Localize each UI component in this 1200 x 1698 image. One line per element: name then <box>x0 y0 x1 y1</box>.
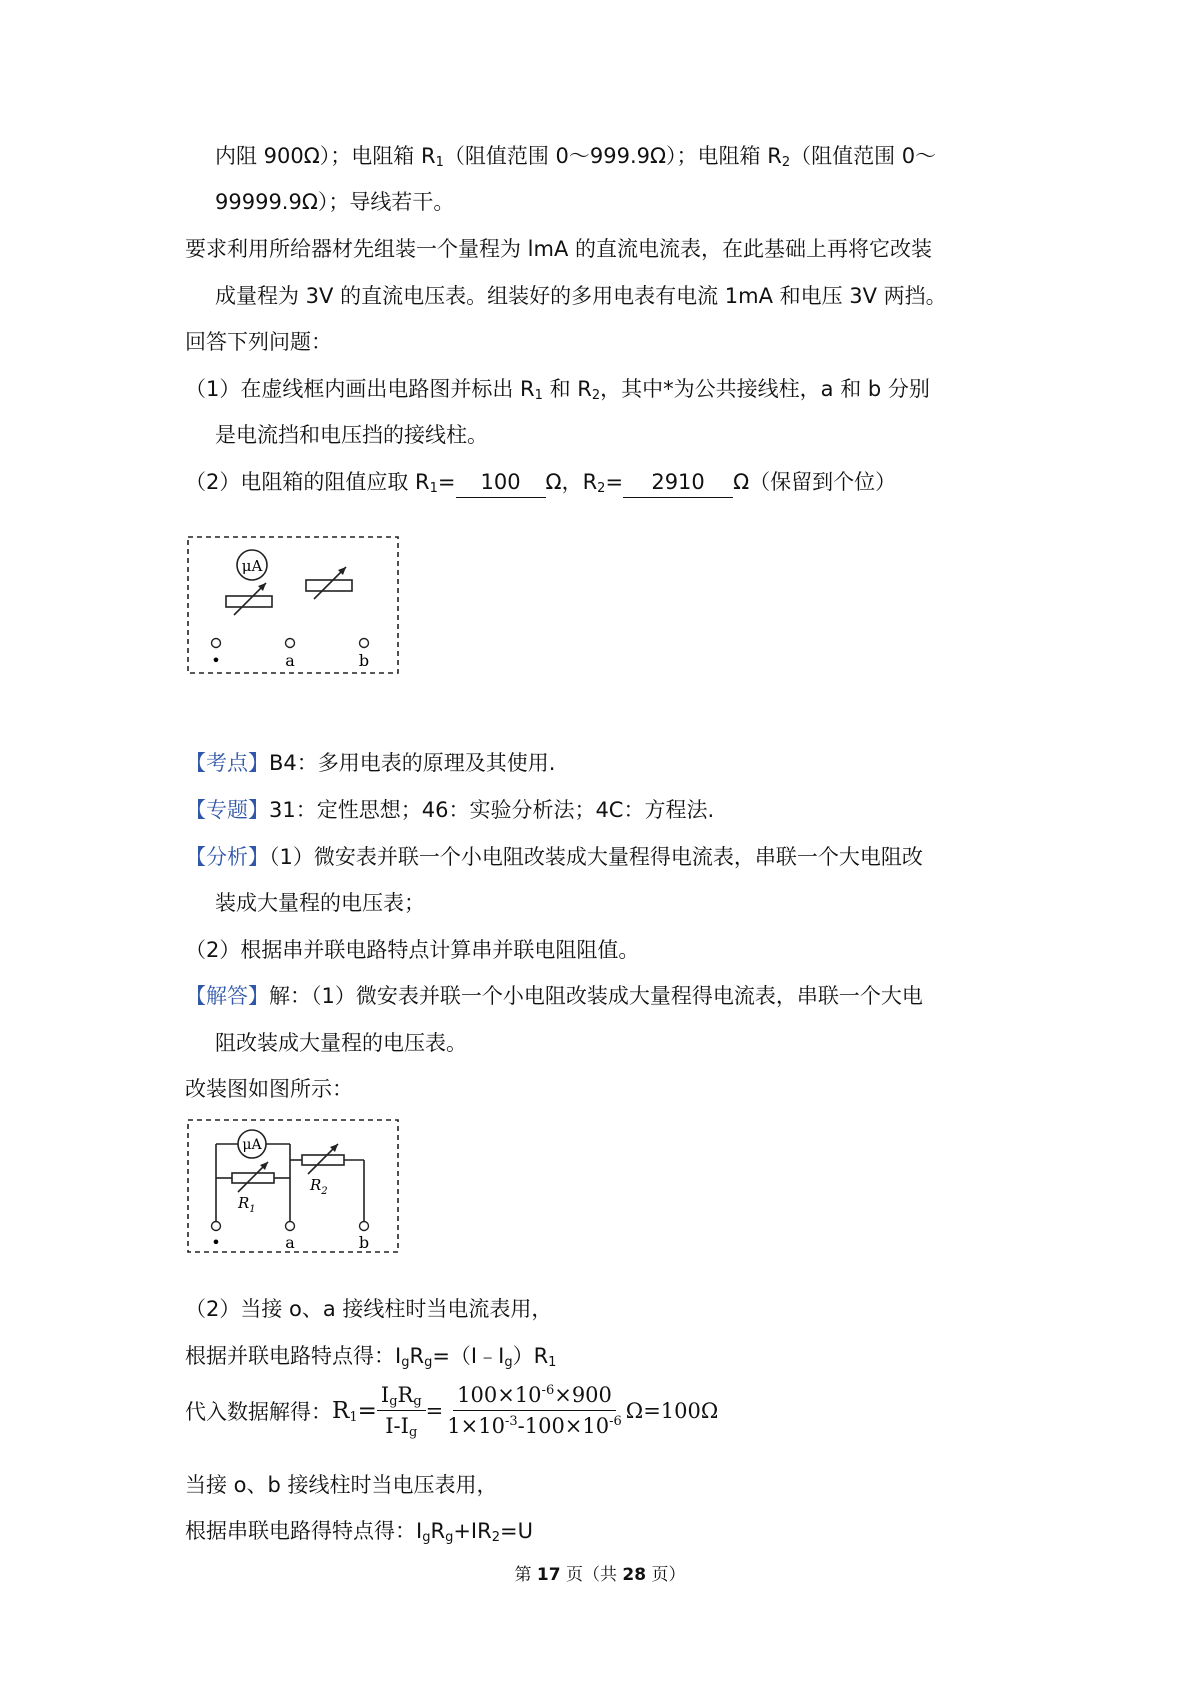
line-1: 内阻 900Ω）；电阻箱 $R_1$（阻值范围 0～999.9Ω）；电阻箱 $R_2$（阻值范围 0～ <box>215 144 937 170</box>
line-3: 要求利用所给器材先组装一个量程为 lmA 的直流电流表，在此基础上再将它改装 <box>185 237 933 261</box>
question-1-cont: 是电流挡和电压挡的接线柱。 <box>215 423 488 447</box>
page-footer: 第 17 页（共 28 页） <box>514 1565 686 1585</box>
answer-r1: 100 <box>456 467 546 498</box>
solution-parallel: 根据并联电路特点得：$I_gR_g=(I﹣I_g)R_1$ <box>185 1344 557 1370</box>
fenxi-cont: 装成大量程的电压表； <box>215 891 425 915</box>
jieda-fig-caption: 改装图如图所示： <box>185 1077 353 1101</box>
svg-text:a: a <box>285 1233 295 1252</box>
solution-series: 根据串联电路得特点得：$I_gR_g+IR_2=U$ <box>185 1519 533 1545</box>
svg-text:b: b <box>358 651 370 670</box>
fraction-numeric: $\frac{100\times 10^{-6}\times 900}{1\times 10^{-3}-100\times 10^{-6}}$ <box>443 1380 626 1441</box>
answer-r2: 2910 <box>623 467 733 498</box>
svg-text:b: b <box>358 1233 370 1252</box>
line-2: 99999.9Ω）；导线若干。 <box>215 190 455 214</box>
resistor-box-1 <box>226 596 272 607</box>
terminal-b <box>360 639 369 648</box>
kaodian: 【考点】B4：多用电表的原理及其使用. <box>185 751 556 775</box>
meter-label: μA <box>241 557 263 575</box>
zhuanti: 【专题】31：定性思想；46：实验分析法；4C：方程法. <box>185 798 715 822</box>
line-4: 成量程为 3V 的直流电压表。组装好的多用电表有电流 1mA 和电压 3V 两挡。 <box>215 284 947 308</box>
svg-text:μA: μA <box>242 1137 262 1153</box>
terminal-common <box>212 639 221 648</box>
terminal-a <box>286 639 295 648</box>
line-5: 回答下列问题： <box>185 330 332 354</box>
svg-text:•: • <box>211 1233 221 1252</box>
terminal-common <box>212 1222 221 1231</box>
jieda-cont: 阻改装成大量程的电压表。 <box>215 1031 467 1055</box>
terminal-a <box>286 1222 295 1231</box>
solution-2: （2）当接 o、a 接线柱时当电流表用， <box>185 1297 553 1321</box>
svg-text:•: • <box>211 651 221 670</box>
fenxi: 【分析】（1）微安表并联一个小电阻改装成大量程得电流表，串联一个大电阻改 <box>185 845 923 869</box>
fenxi-2: （2）根据串并联电路特点计算串并联电阻阻值。 <box>185 938 640 962</box>
jieda: 【解答】解：（1）微安表并联一个小电阻改装成大量程得电流表，串联一个大电 <box>185 984 923 1008</box>
svg-text:a: a <box>285 651 295 670</box>
terminal-b <box>360 1222 369 1231</box>
solution-voltage: 当接 o、b 接线柱时当电压表用， <box>185 1473 498 1497</box>
resistor-box-2 <box>306 580 352 591</box>
question-1: （1）在虚线框内画出电路图并标出 $R_1$ 和 $R_2$，其中*为公共接线柱，a 和 b 分别 <box>185 377 930 403</box>
circuit-figure-complete <box>186 1118 400 1254</box>
r1-label: $R_1$ <box>238 1194 256 1215</box>
formula-r1: 代入数据解得： $R_1=$ $\frac{I_gR_g}{I-I_g}$ = $\frac{100\times 10^{-6}\times 900}{1\times 10^{-3}-100\times 10^{-6}}$ Ω=100Ω <box>185 1380 718 1441</box>
question-2: （2）电阻箱的阻值应取 $R_1= 100$ Ω，$R_2= 2910$ Ω（保留到个位） <box>185 467 1025 498</box>
r2-label: $R_2$ <box>310 1176 328 1197</box>
circuit-figure-blank <box>186 535 400 675</box>
fraction-symbolic: $\frac{I_gR_g}{I-I_g}$ <box>377 1380 426 1441</box>
